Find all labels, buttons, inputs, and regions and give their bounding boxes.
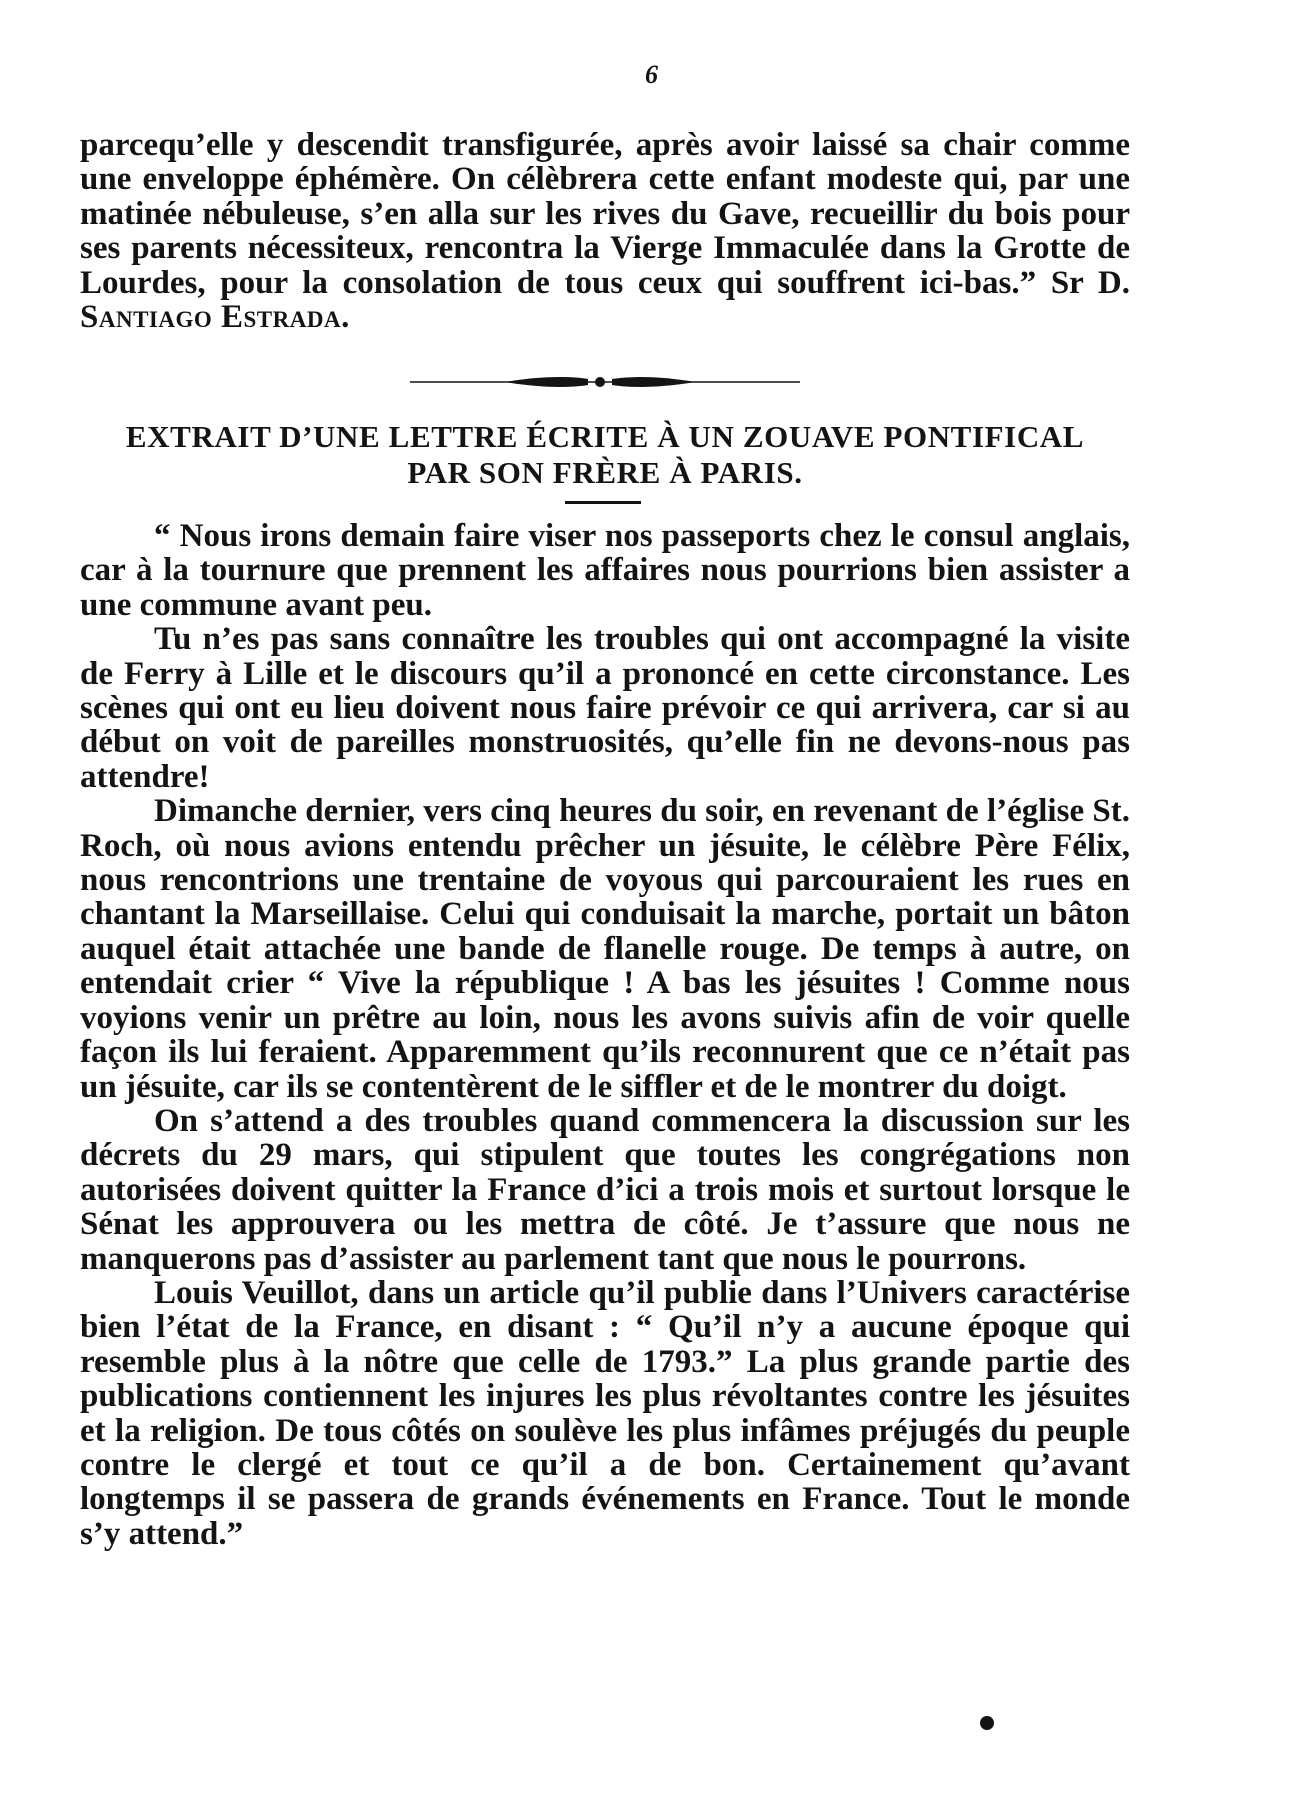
letter-paragraph-3: Dimanche dernier, vers cinq heures du soir, en revenant de l’église St. Roch, où nous avions entendu prêcher un jésuite, le célèbre Père Félix, nous rencontrions une trentaine de voyous qui parcouraient les rues en chantant la Marseillaise. Celui qui conduisait la marche, portait un bâton auquel était attachée une bande de flanelle rouge. De temps à autre, on entendait crier “ Vive la république ! A bas les jésuites ! Comme nous voyions venir un prêtre au loin, nous les avons suivis afin de voir quelle façon ils lui feraient. Apparemment qu’ils reconnurent que ce n’était pas un jésuite, car ils se contentèrent de le siffler et de le montrer du doigt. xyxy=(80,793,1130,1105)
letter-paragraph-1: “ Nous irons demain faire viser nos passeports chez le consul anglais, car à la tournure que prennent les affaires nous pourrions bien assister a une commune avant peu. xyxy=(80,518,1130,623)
page-number: 6 xyxy=(645,60,658,89)
heading-rule xyxy=(565,501,641,504)
section-heading-line-2: PAR SON FRÈRE À PARIS. xyxy=(407,455,803,490)
intro-paragraph xyxy=(80,128,1130,334)
letter-paragraph-2: Tu n’es pas sans connaître les troubles qui ont accompagné la visite de Ferry à Lille et le discours qu’il a prononcé en cette circonstance. Les scènes qui ont eu lieu doivent nous faire prévoir ce qui arrivera, car si au début on voit de pareilles monstruosités, qu’elle fin ne devons-nous pas attendre! xyxy=(80,621,1130,795)
letter-paragraph-4: On s’attend a des troubles quand commencera la discussion sur les décrets du 29 mars, qui stipulent que toutes les congrégations non autorisées doivent quitter la France d’ici a trois mois et surtout lorsque le Sénat les approuvera ou les mettra de côté. Je t’assure que nous ne manquerons pas d’assister au parlement tant que nous le pourrons. xyxy=(80,1102,1130,1277)
signature-title: Sr D. xyxy=(1050,264,1131,301)
letter-paragraph-5: Louis Veuillot, dans un article qu’il publie dans l’Univers caractérise bien l’état de la France, en disant : “ Qu’il n’y a aucune époque qui resemble plus à la nôtre que celle de 1793.” La plus grande partie des publications contiennent les injures les plus révoltantes contre les jésuites et la religion. De tous côtés on soulève les plus infâmes préjugés du peuple contre le clergé et tout ce qu’il a de bon. Certainement qu’avant longtemps il se passera de grands événements en France. Tout le monde s’y attend.” xyxy=(80,1274,1130,1552)
signature-name: Santiago Estrada. xyxy=(80,299,350,336)
section-heading-line-1: EXTRAIT D’UNE LETTRE ÉCRITE À UN ZOUAVE PONTIFICAL xyxy=(125,419,1085,454)
letter-body xyxy=(80,519,1130,1551)
intro-text: parcequ’elle y descendit transfigurée, après avoir laissé sa chair comme une enveloppe éphémère. On célèbrera cette enfant modeste qui, par une matinée nébuleuse, s’en alla sur les rives du Gave, recueillir du bois pour ses parents nécessiteux, rencontra la Vierge Immaculée dans la Grotte de Lourdes, pour la consolation de tous ceux qui souffrent ici-bas.” xyxy=(80,127,1130,301)
ornamental-divider xyxy=(410,372,800,392)
end-mark-dot xyxy=(980,1716,994,1730)
